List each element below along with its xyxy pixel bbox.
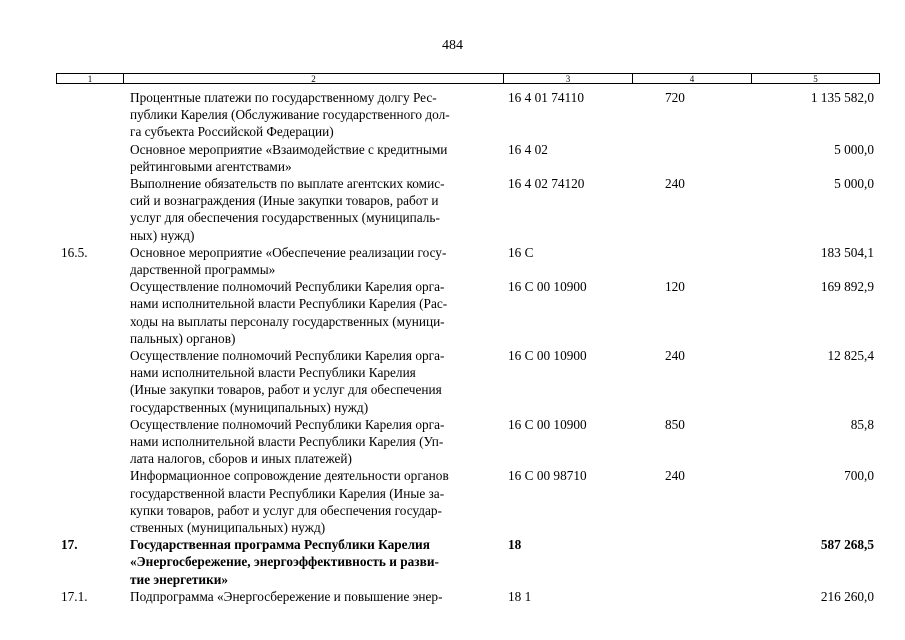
row-amount: 169 892,9	[820, 279, 874, 295]
row-amount: 216 260,0	[820, 588, 874, 604]
description-line: «Энергосбережение, энергоэффективность и разви-	[130, 554, 439, 570]
description-line: ственных (муниципальных) нужд)	[130, 520, 326, 536]
row-code: 16 С 00 10900	[508, 348, 587, 364]
description-line: лата налогов, сборов и иных платежей)	[130, 451, 352, 467]
description-line: сий и вознаграждения (Иные закупки товаров, работ и	[130, 193, 439, 209]
row-expense-type: 120	[665, 279, 685, 295]
description-line: нами исполнительной власти Республики Карелия	[130, 365, 416, 381]
table-row	[0, 467, 905, 536]
description-line: рейтинговыми агентствами»	[130, 158, 292, 174]
row-expense-type: 850	[665, 416, 685, 432]
table-body	[0, 89, 905, 605]
row-code: 16 4 02	[508, 141, 548, 157]
row-expense-type: 240	[665, 348, 685, 364]
description-line: Подпрограмма «Энергосбережение и повышение энер-	[130, 588, 443, 604]
row-amount: 12 825,4	[827, 348, 874, 364]
table-row	[0, 141, 905, 175]
table-row	[0, 536, 905, 588]
description-line: Осуществление полномочий Республики Карелия орга-	[130, 348, 445, 364]
row-amount: 587 268,5	[820, 537, 874, 553]
row-expense-type: 240	[665, 468, 685, 484]
row-number: 17.1.	[61, 588, 88, 604]
header-col-4: 4	[633, 74, 752, 83]
description-line: Процентные платежи по государственному долгу Рес-	[130, 90, 437, 105]
description-line: га субъекта Российской Федерации)	[130, 124, 334, 140]
page-number: 484	[442, 38, 463, 53]
description-line: государственных (муниципальных) нужд)	[130, 399, 369, 415]
table-row	[0, 244, 905, 278]
description-line: пальных) органов)	[130, 330, 236, 346]
description-line: публики Карелия (Обслуживание государственного дол-	[130, 107, 450, 123]
table-row	[0, 416, 905, 468]
row-amount: 183 504,1	[820, 244, 874, 260]
row-amount: 1 135 582,0	[810, 90, 874, 105]
description-line: Осуществление полномочий Республики Карелия орга-	[130, 416, 445, 432]
row-code: 16 4 01 74110	[508, 90, 584, 105]
table-row	[0, 278, 905, 347]
row-expense-type: 720	[665, 90, 685, 105]
description-line: дарственной программы»	[130, 262, 276, 278]
row-code: 18	[508, 537, 522, 553]
table-row	[0, 89, 905, 141]
description-line: нами исполнительной власти Республики Карелия (Уп-	[130, 434, 444, 450]
description-line: тие энергетики»	[130, 571, 229, 587]
row-description	[130, 467, 500, 536]
description-line: Осуществление полномочий Республики Карелия орга-	[130, 279, 445, 295]
description-line: Выполнение обязательств по выплате агентских комис-	[130, 176, 445, 192]
row-code: 16 С 00 98710	[508, 468, 587, 484]
row-expense-type: 240	[665, 176, 685, 192]
description-line: купки товаров, работ и услуг для обеспечения государ-	[130, 502, 442, 518]
table-header	[56, 73, 880, 84]
header-col-1: 1	[57, 74, 124, 83]
row-description	[130, 141, 500, 175]
row-description	[130, 347, 500, 416]
description-line: ходы на выплаты персоналу государственных (муници-	[130, 313, 445, 329]
description-line: Государственная программа Республики Карелия	[130, 537, 430, 553]
description-line: Основное мероприятие «Обеспечение реализации госу-	[130, 244, 447, 260]
row-amount: 700,0	[844, 468, 874, 484]
table-row	[0, 588, 905, 605]
row-code: 18 1	[508, 588, 532, 604]
table-row	[0, 175, 905, 244]
row-description	[130, 244, 500, 278]
row-description	[130, 278, 500, 347]
table-row	[0, 347, 905, 416]
row-number: 16.5.	[61, 244, 88, 260]
description-line: государственной власти Республики Карелия (Иные за-	[130, 485, 445, 501]
row-amount: 5 000,0	[834, 176, 874, 192]
description-line: услуг для обеспечения государственных (муниципаль-	[130, 210, 440, 226]
header-col-3: 3	[504, 74, 633, 83]
description-line: Основное мероприятие «Взаимодействие с кредитными	[130, 141, 448, 157]
row-code: 16 4 02 74120	[508, 176, 585, 192]
row-description	[130, 536, 500, 588]
row-description	[130, 89, 500, 141]
header-col-2: 2	[124, 74, 504, 83]
row-amount: 85,8	[850, 416, 874, 432]
header-col-5: 5	[813, 74, 818, 84]
row-code: 16 С 00 10900	[508, 416, 587, 432]
row-description	[130, 416, 500, 468]
row-number: 17.	[61, 537, 78, 553]
description-line: (Иные закупки товаров, работ и услуг для обеспечения	[130, 382, 442, 398]
row-code: 16 С	[508, 244, 534, 260]
description-line: Информационное сопровождение деятельности органов	[130, 468, 449, 484]
row-amount: 5 000,0	[834, 141, 874, 157]
description-line: ных) нужд)	[130, 227, 195, 243]
description-line: нами исполнительной власти Республики Карелия (Рас-	[130, 296, 448, 312]
row-code: 16 С 00 10900	[508, 279, 587, 295]
row-description	[130, 175, 500, 244]
row-description	[130, 588, 500, 605]
